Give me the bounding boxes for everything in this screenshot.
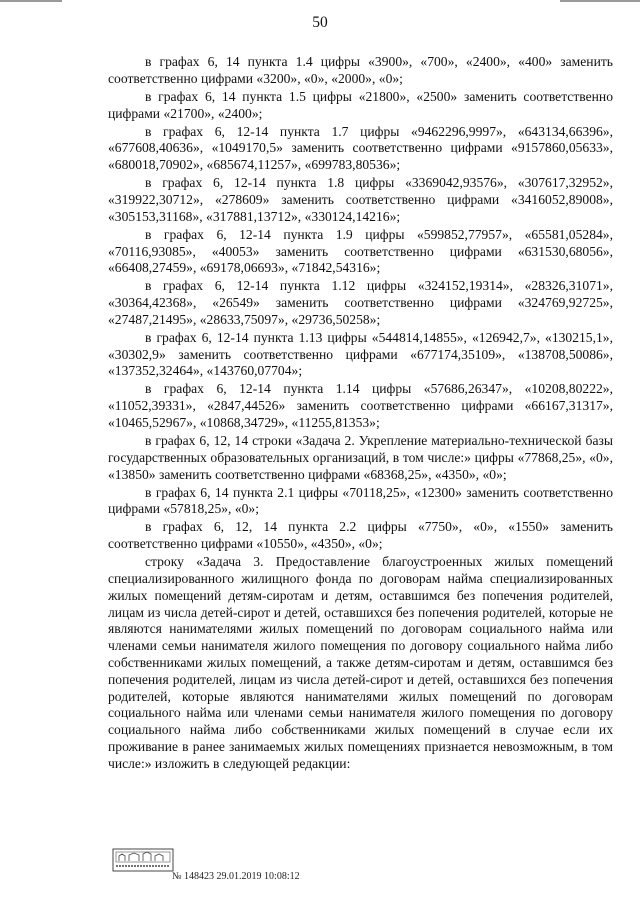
scan-artifact <box>560 0 640 2</box>
amendment-paragraph: в графах 6, 12-14 пункта 1.12 цифры «324152,19314», «28326,31071», «30364,42368», «26549» заменить соответственно цифрами «324769,92725», «27487,21495», «28633,75097», «29736,50258»; <box>108 278 613 327</box>
amendment-paragraph: в графах 6, 12-14 пункта 1.14 цифры «57686,26347», «10208,80222», «11052,39331», «2847,44526» заменить соответственно цифрами «66167,31317», «10465,52967», «10868,34729», «11255,81353»; <box>108 381 613 431</box>
registration-number: № 148423 29.01.2019 10:08:12 <box>172 871 300 882</box>
amendment-paragraph: строку «Задача 3. Предоставление благоустроенных жилых помещений специализированного жилищного фонда по договорам найма специализированных жилых помещений детям-сиротам и детям, оставшимся без попечения родителей, лицам из числа детей-сирот и детей, оставшихся без попечения родителей, которые не являются нанимателями жилых помещений по договорам социального найма или членами семьи нанимателя жилого помещения по договору социального найма либо собственниками жилых помещений, а также детям-сиротам и детям, оставшимся без попечения родителей, лицам из числа детей-сирот и детей, оставшихся без попечения родителей, которые являются нанимателями жилых помещений по договорам социального найма или членами семьи нанимателя жилого помещения по договору социального найма либо собственниками жилых помещений в случае если их проживание в ранее занимаемых жилых помещениях признается невозможным, в том числе:» изложить в следующей редакции: <box>108 554 613 771</box>
amendment-paragraph: в графах 6, 14 пункта 1.5 цифры «21800», «2500» заменить соответственно цифрами «21700», «2400»; <box>108 88 613 121</box>
amendment-paragraph: в графах 6, 12-14 пункта 1.13 цифры «544814,14855», «126942,7», «130215,1», «30302,9» заменить соответственно цифрами «677174,35109», «138708,50086», «137352,32464», «143760,07704»; <box>108 329 613 379</box>
amendment-paragraph: в графах 6, 12-14 пункта 1.7 цифры «9462296,9997», «643134,66396», «677608,40636», «1049170,5» заменить соответственно цифрами «9157860,05633», «680018,70902», «685674,11257», «699783,80536»; <box>108 123 613 173</box>
document-footer <box>112 848 432 888</box>
amendment-paragraph: в графах 6, 12, 14 строки «Задача 2. Укрепление материально-технической базы государственных образовательных организаций, в том числе:» цифры «77868,25», «0», «13850» заменить соответственно цифрами «68368,25», «4350», «0»; <box>108 433 613 482</box>
amendment-paragraph: в графах 6, 12, 14 пункта 2.2 цифры «7750», «0», «1550» заменить соответственно цифрами «10550», «4350», «0»; <box>108 519 613 552</box>
amendment-paragraph: в графах 6, 14 пункта 2.1 цифры «70118,25», «12300» заменить соответственно цифрами «57818,25», «0»; <box>108 484 613 517</box>
amendment-paragraph: в графах 6, 12-14 пункта 1.9 цифры «599852,77957», «65581,05284», «70116,93085», «40053» заменить соответственно цифрами «631530,68056», «66408,27459», «69178,06693», «71842,54316»; <box>108 226 613 276</box>
page-number: 50 <box>312 14 328 31</box>
scan-artifact <box>0 0 62 2</box>
amendment-paragraph: в графах 6, 12-14 пункта 1.8 цифры «3369042,93576», «307617,32952», «319922,30712», «278609» заменить соответственно цифрами «3416052,89008», «305153,31168», «317881,13712», «330124,14216»; <box>108 175 613 224</box>
amendment-paragraph: в графах 6, 14 пункта 1.4 цифры «3900», «700», «2400», «400» заменить соответственно цифрами «3200», «0», «2000», «0»; <box>108 54 613 86</box>
registry-stamp-icon <box>112 848 174 872</box>
document-body <box>108 54 613 774</box>
